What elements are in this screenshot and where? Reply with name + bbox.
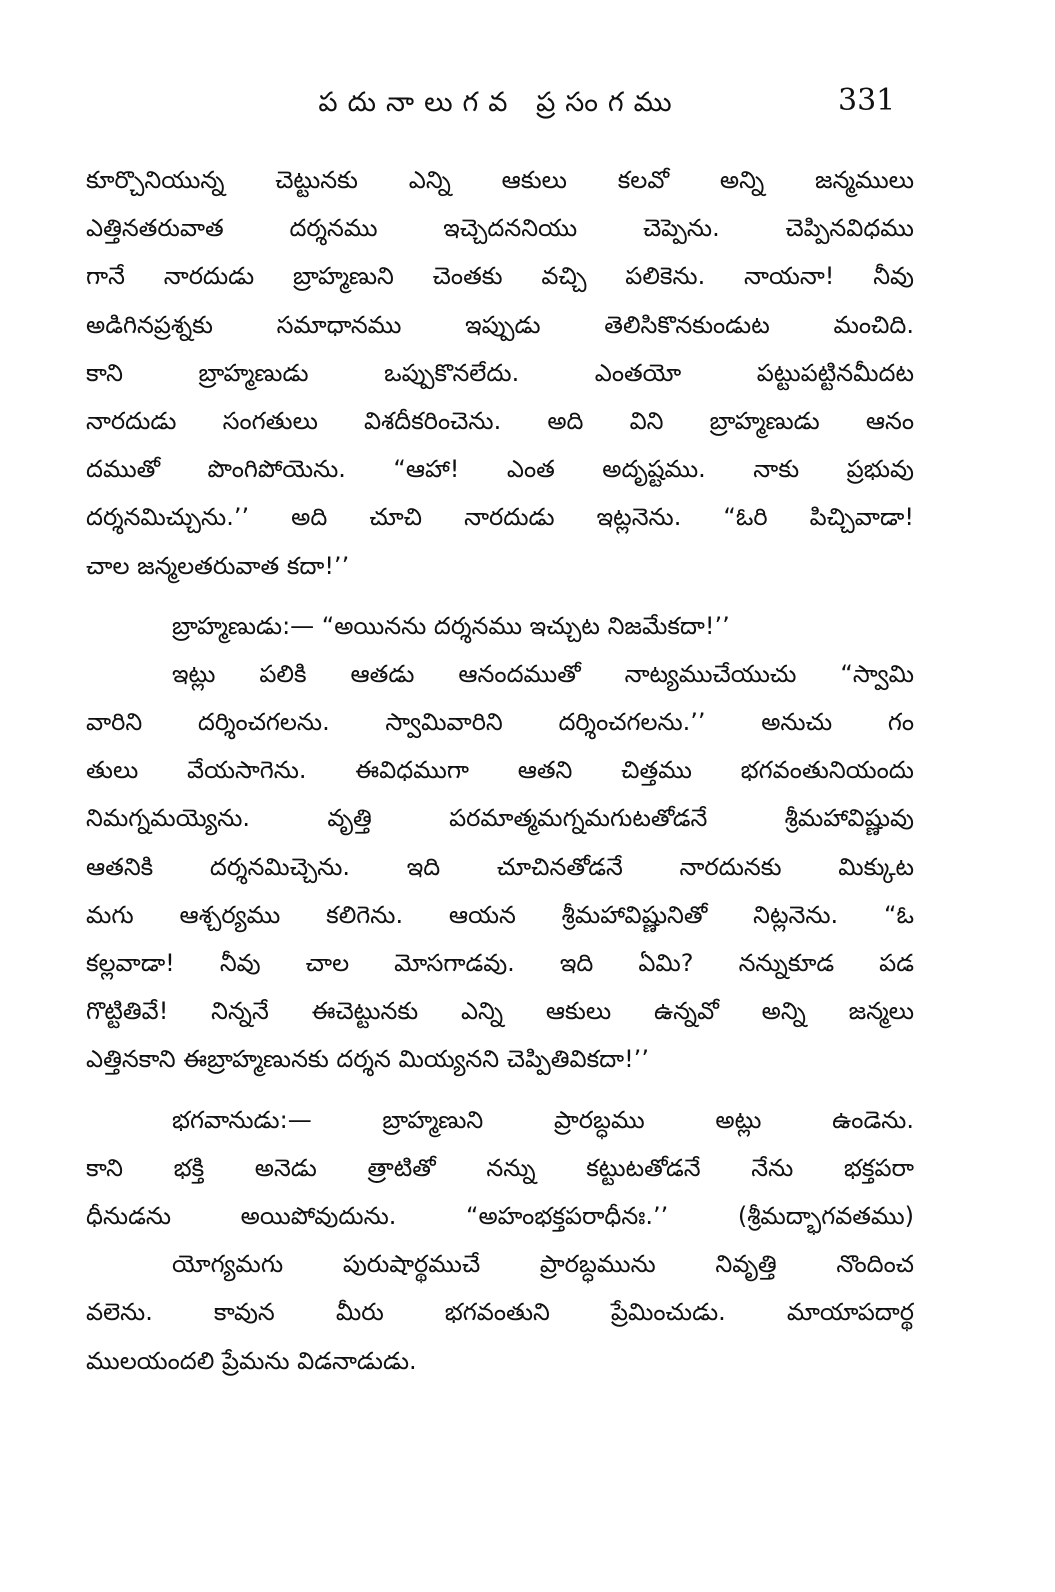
text-line: కల్లవాడా! నీవు చాల మోసగాడవు. ఇది ఏమి? నన్నుకూడ పడ bbox=[86, 949, 914, 977]
text-line: బ్రాహ్మణుడు:— “అయినను దర్శనము ఇచ్చుట నిజమేకదా!’’ bbox=[172, 611, 730, 640]
text-line: కూర్చొనియున్న చెట్టునకు ఎన్ని ఆకులు కలవో అన్ని జన్మములు bbox=[86, 166, 914, 194]
text-line: యోగ్యమగు పురుషార్థముచే ప్రారబ్ధమును నివృత్తి నొందించ bbox=[172, 1250, 914, 1279]
text-line: ఎత్తినకాని ఈబ్రాహ్మణునకు దర్శన మియ్యనని చెప్పితివికదా!’’ bbox=[86, 1045, 649, 1074]
text-line: భగవానుడు:— బ్రాహ్మణుని ప్రారబ్ధము అట్లు ఉండెను. bbox=[172, 1105, 914, 1134]
text-line: కాని బ్రాహ్మణుడు ఒప్పుకొనలేదు. ఎంతయో పట్టుపట్టినమీదట bbox=[86, 358, 914, 387]
text-line: తులు వేయసాగెను. ఈవిధముగా ఆతని చిత్తము భగవంతునియందు bbox=[86, 756, 914, 785]
text-line: వారిని దర్శించగలను. స్వామివారిని దర్శించగలను.’’ అనుచు గం bbox=[86, 708, 914, 737]
text-line: కాని భక్తి అనెడు త్రాటితో నన్ను కట్టుటతోడనే నేను భక్తపరా bbox=[86, 1153, 914, 1182]
text-line: దముతో పొంగిపోయెను. “ఆహా! ఎంత అదృష్టము. నాకు ప్రభువు bbox=[86, 455, 914, 484]
text-line: గొట్టితివే! నిన్ననే ఈచెట్టునకు ఎన్ని ఆకులు ఉన్నవో అన్ని జన్మలు bbox=[86, 997, 914, 1026]
text-line: అడిగినప్రశ్నకు సమాధానము ఇప్పుడు తెలిసికొనకుండుట మంచిది. bbox=[86, 310, 914, 339]
text-line: ఇట్లు పలికి ఆతడు ఆనందముతో నాట్యముచేయుచు “స్వామి bbox=[172, 659, 914, 688]
page-number: 331 bbox=[838, 83, 896, 118]
text-line: మగు ఆశ్చర్యము కలిగెను. ఆయన శ్రీమహావిష్ణునితో నిట్లనెను. “ఓ bbox=[86, 900, 914, 929]
body-text bbox=[86, 156, 914, 1385]
text-line: దర్శనమిచ్చును.’’ అది చూచి నారదుడు ఇట్లనెను. “ఓరి పిచ్చివాడా! bbox=[86, 503, 914, 532]
text-line: నిమగ్నమయ్యెను. వృత్తి పరమాత్మమగ్నమగుటతోడనే శ్రీమహావిష్ణువు bbox=[86, 804, 914, 833]
running-head bbox=[0, 78, 1055, 128]
text-line: ధీనుడను అయిపోవుదును. “అహంభక్తపరాధీనః.’’ (శ్రీమద్భాగవతము) bbox=[86, 1201, 914, 1230]
text-line: చాల జన్మలతరువాత కదా!’’ bbox=[86, 551, 350, 580]
text-line: ఎత్తినతరువాత దర్శనము ఇచ్చెదననియు చెప్పెను. చెప్పినవిధము bbox=[86, 214, 914, 243]
text-line: వలెను. కావున మీరు భగవంతుని ప్రేమించుడు. మాయాపదార్థ bbox=[86, 1298, 914, 1327]
text-line: ములయందలి ప్రేమను విడనాడుడు. bbox=[86, 1346, 417, 1375]
chapter-title: పదునాలుగవ ప్రసంగము bbox=[318, 87, 682, 118]
text-line: ఆతనికి దర్శనమిచ్చెను. ఇది చూచినతోడనే నారదునకు మిక్కుట bbox=[86, 852, 914, 881]
text-line: గానే నారదుడు బ్రాహ్మణుని చెంతకు వచ్చి పలికెను. నాయనా! నీవు bbox=[86, 262, 914, 291]
text-line: నారదుడు సంగతులు విశదీకరించెను. అది విని బ్రాహ్మణుడు ఆనం bbox=[86, 406, 914, 435]
